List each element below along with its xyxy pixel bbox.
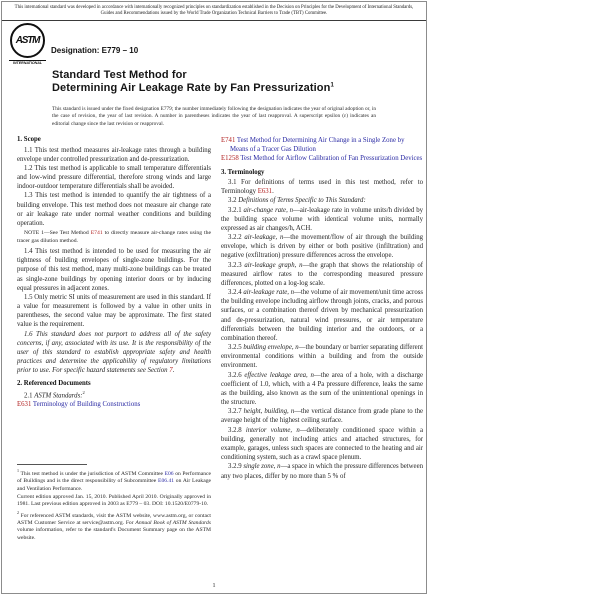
paragraph-1-6-text-end: .: [172, 367, 175, 375]
paragraph-3-1-text-end: .: [272, 188, 274, 196]
definition-3-2-4: [221, 288, 423, 343]
definition-text: —deliberately conditioned space within a building, generally not including attics and attached structures, for example, garages, unless such spaces are connected to the heating and air conditioning system, such as a crawl space plenum.: [221, 426, 423, 462]
definition-number: 3.2.9: [228, 463, 244, 471]
definition-number: 3.2.4: [228, 289, 244, 297]
astm-logo-subtitle: INTERNATIONAL: [9, 60, 46, 66]
definition-3-2-3: [221, 261, 423, 289]
link-e631-title[interactable]: Terminology of Building Constructions: [31, 401, 141, 409]
standard-entry-e741: [221, 136, 423, 154]
footnote-2-marker: 2: [17, 509, 19, 515]
definition-3-2-1: [221, 206, 423, 234]
tbt-disclaimer: This international standard was developed in accordance with internationally recognized principles on standardization established in the Decision on Principles for the Development of International Standards, Guides and Recommendations issued by the World Trade Organization Technical Barriers to Trade (TBT) Committee.: [2, 2, 426, 21]
link-e741-code[interactable]: E741: [221, 137, 236, 144]
astm-logo: [9, 23, 46, 65]
paragraph-1-2: 1.2 This test method is applicable to small temperature differentials and low-wind pressure differential, therefore strong winds and large indoor-outdoor temperature differentials shall be avoided.: [17, 164, 211, 191]
definition-number: 3.2.8: [228, 426, 246, 434]
link-e1258-code[interactable]: E1258: [221, 155, 239, 163]
annual-book-title: Annual Book of ASTM Standards: [135, 519, 211, 526]
definition-term: interior volume, n: [245, 426, 300, 434]
paragraph-1-6: [17, 330, 211, 376]
link-subcommittee-e06-41[interactable]: E06.41: [158, 478, 175, 485]
footnote-1: [17, 468, 211, 493]
footnote-2-ref: 2: [82, 389, 85, 395]
paragraph-1-5: 1.5 Only metric SI units of measurement are used in this standard. If a value for measurement is followed by a value in other units in parentheses, the second value may be approximate. The first stated value is the requirement.: [17, 293, 211, 329]
note-1-text: NOTE 1—See Test Method: [24, 230, 91, 237]
paragraph-3-2-label: Definitions of Terms Specific to This Standard:: [238, 197, 366, 205]
link-e741-inline[interactable]: E741: [90, 230, 103, 237]
link-e631-code[interactable]: E631: [17, 401, 32, 409]
link-committee-e06[interactable]: E06: [164, 470, 174, 477]
astm-logo-acronym: ASTM: [15, 35, 40, 46]
right-column: [221, 136, 423, 481]
standard-entry-e1258: [221, 154, 423, 163]
definition-number: 3.2.2: [228, 234, 245, 242]
definition-text: —the area of a hole, with a discharge coefficient of 1.0, which, with a 4 Pa pressure difference, leaks the same as the building, also known as the sum of the unintentional openings in the structure.: [221, 371, 423, 407]
paragraph-1-3: 1.3 This test method is intended to quantify the air tightness of a building envelope. This test method does not measure air change rate or air leakage rate under normal weather conditions and building operation.: [17, 192, 211, 227]
paragraph-1-4: 1.4 This test method is intended to be used for measuring the air tightness of building envelopes of single-zone buildings. For the purpose of this test method, many multi-zone buildings can be treated as single-zone buildings by opening interior doors or by inducing equal pressures in adjacent zones.: [17, 248, 211, 292]
paragraph-3-2: [221, 196, 423, 205]
definition-3-2-5: [221, 343, 423, 371]
page-border: [1, 1, 427, 594]
link-e631-inline[interactable]: E631: [257, 188, 273, 196]
note-1-text-end: to directly measure air-change rates using the tracer gas dilution method.: [17, 230, 212, 244]
definition-3-2-2: [221, 233, 423, 261]
astm-standards-label: ASTM Standards:: [34, 392, 83, 400]
paragraph-3-2-number: 3.2: [228, 197, 239, 205]
paragraph-1-6-text: 1.6 This standard does not purport to address all of the safety concerns, if any, associated with its use. It is the responsibility of the user of this standard to establish appropriate safety and health practices and determine the applicability of regulatory limitations prior to use. For specific hazard statements see Section: [17, 330, 211, 375]
definition-3-2-6: [221, 371, 423, 408]
footnote-1-text: This test method is under the jurisdiction of ASTM Committee: [19, 470, 165, 477]
definition-term: air-change rate, n: [243, 206, 294, 214]
standard-entry-e631: [17, 400, 211, 409]
footnotes-block: [17, 464, 211, 543]
definition-text: —the vertical distance from grade plane to the average height of the highest ceiling surface.: [221, 408, 423, 425]
definition-number: 3.2.6: [228, 371, 245, 379]
referenced-documents-heading: 2. Referenced Documents: [17, 380, 91, 388]
definition-text: —a space in which the pressure differences between any two places, differ by no more than 5 % of: [221, 463, 423, 480]
definition-text: —the boundary or barrier separating different environmental conditions within a building and from the outside environment.: [221, 344, 423, 370]
footnote-2: [17, 510, 211, 542]
designation-label: Designation: E779 – 10: [51, 46, 139, 55]
footnote-1-text-mid: on Performance of Buildings and is the direct responsibility of Subcommittee: [17, 470, 211, 485]
definition-text: —the graph that shows the relationship of measured airflow rates to the corresponding measured pressure differences, plotted on a log-log scale.: [221, 261, 424, 287]
footnote-divider: [17, 464, 87, 465]
definition-term: air-leakage, n: [244, 234, 284, 242]
title-line-2-text: Determining Air Leakage Rate by Fan Pressurization: [52, 82, 331, 95]
title-line-1: Standard Test Method for: [52, 69, 187, 81]
definition-3-2-8: [221, 426, 423, 463]
title-line-2: [52, 82, 334, 95]
left-column: [17, 136, 211, 410]
definition-term: height, building, n: [243, 408, 295, 416]
link-e1258-title[interactable]: Test Method for Airflow Calibration of Fan Pressurization Devices: [238, 155, 423, 163]
definition-term: air-leakage graph, n: [244, 261, 303, 269]
document-title: [52, 69, 334, 96]
terminology-heading: 3. Terminology: [221, 168, 265, 176]
paragraph-2-1: [17, 390, 211, 400]
definition-number: 3.2.7: [228, 408, 244, 416]
paragraph-3-1: [221, 178, 423, 196]
scope-heading: 1. Scope: [17, 136, 41, 143]
definition-text: —air-leakage rate in volume units/h divided by the building space volume with identical volume units, normally expressed as air changes/h, ACH.: [221, 206, 423, 232]
note-1: [17, 230, 211, 245]
footnote-edition: Current edition approved Jan. 15, 2010. Published April 2010. Originally approved in 1981. Last previous edition approved in 2003 as E779 – 03. DOI: 10.1520/E0779-10.: [17, 493, 211, 508]
issued-under-note: This standard is issued under the fixed designation E779; the number immediately following the designation indicates the year of original adoption or, in the case of revision, the year of last revision. A number in parentheses indicates the year of last reapproval. A superscript epsilon (ε) indicates an editorial change since the last revision or reapproval.: [52, 106, 376, 127]
definition-number: 3.2.3: [228, 261, 245, 269]
definition-number: 3.2.1: [228, 206, 244, 214]
definition-term: building envelope, n: [243, 344, 299, 352]
astm-logo-icon: [10, 23, 45, 58]
paragraph-1-1: 1.1 This test method measures air-leakage rates through a building envelope under controlled pressurization and de-pressurization.: [17, 146, 211, 163]
page-number: 1: [212, 582, 216, 589]
paragraph-2-1-number: 2.1: [24, 392, 35, 400]
paragraph-3-1-text: 3.1 For definitions of terms used in this test method, refer to Terminology: [221, 179, 423, 196]
definition-term: effective leakage area, n: [244, 371, 314, 379]
footnote-1-text-end: on Air Leakage and Ventilation Performance.: [17, 478, 211, 492]
title-footnote-ref: 1: [330, 82, 334, 89]
footnote-2-text: For referenced ASTM standards, visit the ASTM website, www.astm.org, or contact ASTM Customer Service at service@astm.org. For: [17, 512, 211, 526]
definition-text: —the volume of air movement/unit time across the building envelope including airflow through joints, cracks, and porous surfaces, or a combination thereof driven by mechanical pressurization and de-pressurization, natural wind pressures, or air temperature differentials between the building interior and the outdoors, or a combination thereof.: [221, 289, 424, 342]
link-section-7[interactable]: 7: [169, 367, 173, 375]
link-e741-title[interactable]: Test Method for Determining Air Change in a Single Zone by Means of a Tracer Gas Dilution: [230, 137, 405, 154]
definition-term: air-leakage rate, n: [243, 289, 295, 297]
definition-3-2-9: [221, 462, 423, 480]
definition-3-2-7: [221, 407, 423, 425]
definition-text: —the movement/flow of air through the building envelope, which is driven by either or both positive (infiltration) and negative (exfiltration) pressure differences across the envelope.: [221, 234, 423, 260]
footnote-1-marker: 1: [17, 468, 19, 473]
definition-number: 3.2.5: [228, 344, 244, 352]
definition-term: single zone, n: [243, 463, 281, 471]
footnote-2-text-end: volume information, refer to the standard's Document Summary page on the ASTM website.: [17, 527, 211, 541]
